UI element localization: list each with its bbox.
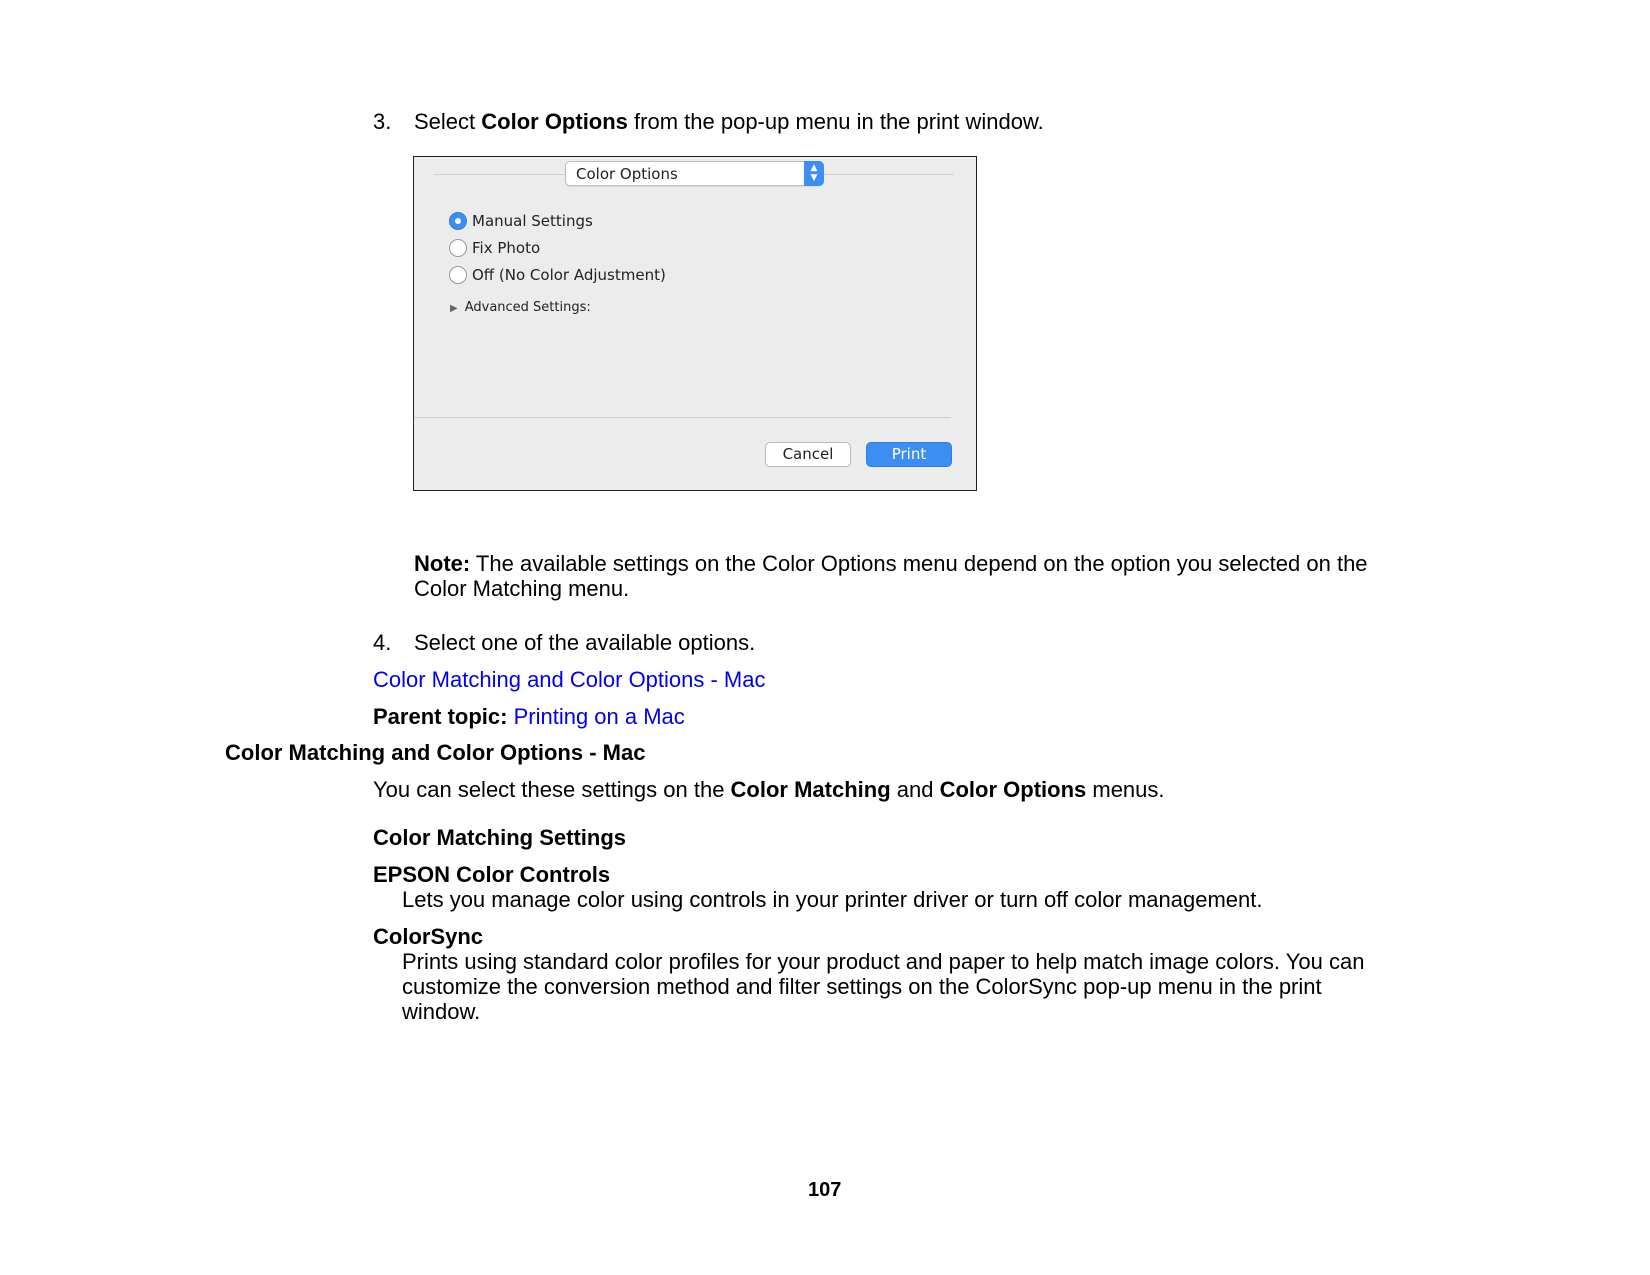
intro-mid: and bbox=[890, 777, 940, 802]
radio-unselected-icon bbox=[449, 266, 467, 284]
advanced-settings-disclosure[interactable] bbox=[450, 300, 591, 315]
intro-bold-2: Color Options bbox=[939, 777, 1087, 802]
definition-line: Prints using standard color profiles for your product and paper to help match image colors. You can bbox=[402, 949, 1365, 974]
cancel-button[interactable]: Cancel bbox=[765, 442, 851, 467]
step-3-text bbox=[414, 109, 1044, 134]
section-intro bbox=[373, 777, 1165, 802]
term-epson-color-controls: EPSON Color Controls bbox=[373, 862, 611, 887]
popup-label: Color Options bbox=[576, 165, 678, 183]
parent-topic bbox=[373, 704, 685, 729]
intro-post: menus. bbox=[1086, 777, 1165, 802]
parent-topic-link[interactable]: Printing on a Mac bbox=[513, 704, 685, 729]
subheading: Color Matching Settings bbox=[373, 825, 626, 850]
up-down-arrows-icon: ▲ ▼ bbox=[804, 161, 824, 186]
color-options-dialog bbox=[413, 156, 977, 491]
intro-bold-1: Color Matching bbox=[730, 777, 891, 802]
step-4-number: 4. bbox=[373, 630, 392, 655]
related-topic-link[interactable]: Color Matching and Color Options - Mac bbox=[373, 667, 766, 692]
step-3-number: 3. bbox=[373, 109, 392, 134]
radio-label: Manual Settings bbox=[472, 212, 593, 230]
step-4-text: Select one of the available options. bbox=[414, 630, 756, 655]
section-heading: Color Matching and Color Options - Mac bbox=[225, 740, 646, 765]
note-line-1 bbox=[414, 551, 1368, 576]
definition-line: window. bbox=[402, 999, 481, 1024]
step-3-text-bold: Color Options bbox=[481, 109, 628, 134]
popup-separator-right bbox=[824, 174, 954, 175]
note-text: The available settings on the Color Options menu depend on the option you selected on the bbox=[470, 551, 1368, 576]
popup-separator-left bbox=[434, 174, 565, 175]
radio-selected-icon bbox=[449, 212, 467, 230]
step-3-text-post: from the pop-up menu in the print window. bbox=[627, 109, 1044, 134]
intro-pre: You can select these settings on the bbox=[373, 777, 731, 802]
parent-topic-label: Parent topic: bbox=[373, 704, 508, 729]
print-button[interactable]: Print bbox=[866, 442, 952, 467]
note-line-2: Color Matching menu. bbox=[414, 576, 630, 601]
note-label: Note: bbox=[414, 551, 471, 576]
color-options-popup[interactable] bbox=[565, 161, 824, 186]
term-colorsync: ColorSync bbox=[373, 924, 484, 949]
radio-unselected-icon bbox=[449, 239, 467, 257]
radio-label: Off (No Color Adjustment) bbox=[472, 266, 666, 284]
radio-label: Fix Photo bbox=[472, 239, 541, 257]
step-3-text-pre: Select bbox=[414, 109, 482, 134]
definition-line: Lets you manage color using controls in your printer driver or turn off color management. bbox=[402, 887, 1263, 912]
page-number: 107 bbox=[808, 1179, 842, 1201]
advanced-settings-label: Advanced Settings: bbox=[464, 300, 591, 315]
definition-line: customize the conversion method and filter settings on the ColorSync pop-up menu in the print bbox=[402, 974, 1322, 999]
footer-separator bbox=[414, 417, 951, 418]
disclosure-triangle-icon: ▶ bbox=[450, 303, 458, 314]
